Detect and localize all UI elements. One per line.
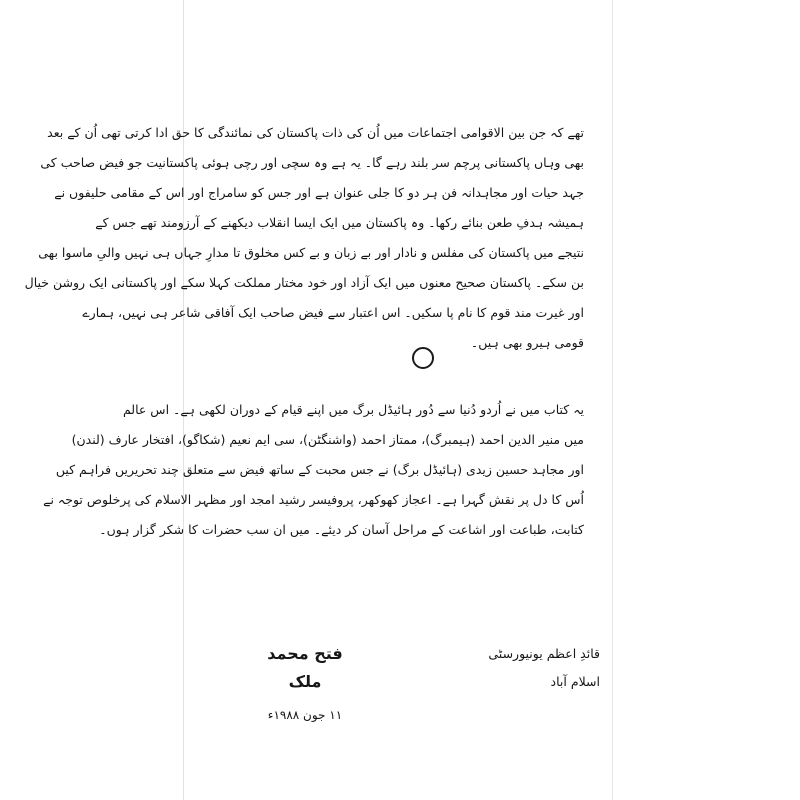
paragraph-1-line: بھی وہاں پاکستانی پرچم سر بلند رہے گا۔ یہ ہے وہ سچی اور رچی ہوئی پاکستانیت جو فیض صاحب کی (40, 155, 584, 170)
paragraph-2-line: کتابت، طباعت اور اشاعت کے مراحل آسان کر دیئے۔ میں ان سب حضرات کا شکر گزار ہوں۔ (99, 522, 584, 537)
city-name: اسلام آباد (550, 674, 600, 689)
paragraph-1-line: ہمیشہ ہدفِ طعن بنائے رکھا۔ وہ پاکستان میں ایک ایسا انقلاب دیکھنے کے آرزومند تھے جس کے (95, 215, 584, 230)
paragraph-2-line: یہ کتاب میں نے اُردو دُنیا سے دُور ہائیڈل برگ میں اپنے قیام کے دوران لکھی ہے۔ اس عالم (122, 402, 584, 417)
paragraph-2-line: اور مجاہد حسین زیدی (ہائیڈل برگ) نے جس محبت کے ساتھ فیض سے متعلق چند تحریریں فراہم کیں (55, 462, 584, 477)
author-name: فتح محمد ملک (267, 644, 343, 691)
paragraph-1-line: بن سکے۔ پاکستان صحیح معنوں میں ایک آزاد اور خود مختار مملکت کہلا سکے اور پاکستانی ایک روشن خیال (24, 275, 584, 290)
paragraph-1-line: جہد حیات اور مجاہدانہ فن ہر دو کا جلی عنوان ہے اور جس کو سامراج اور اس کے مقامی حلیفوں نے (54, 185, 584, 200)
paragraph-1-line: اور غیرت مند قوم کا نام پا سکیں۔ اس اعتبار سے فیض صاحب ایک آفاقی شاعر ہی نہیں، ہمارے (82, 305, 584, 320)
paragraph-2 (43, 395, 584, 545)
paragraph-1-line: قومی ہیرو بھی ہیں۔ (470, 335, 584, 350)
signature-date: ۱۱ جون ۱۹۸۸ء (267, 708, 343, 722)
author-affiliation (470, 640, 600, 696)
paragraph-2-line: میں منیر الدین احمد (ہیمبرگ)، ممتاز احمد (واشنگٹن)، سی ایم نعیم (شکاگو)، افتخار عارف (لندن) (71, 432, 584, 447)
institution-name: قائدِ اعظم یونیورسٹی (488, 646, 600, 661)
paragraph-1-line: تھے کہ جن بین الاقوامی اجتماعات میں اُن کی ذات پاکستان کی نمائندگی کا حق ادا کرتی تھی اُن کے بعد (47, 125, 584, 140)
paragraph-1 (24, 118, 584, 358)
paragraph-1-line: نتیجے میں پاکستان کی مفلس و نادار اور بے زبان و بے کس مخلوق تا مدارِ جہاں ہی نہیں والیِ ماسوا بھی (38, 245, 584, 260)
paragraph-2-line: اُس کا دل پر نقش گہرا ہے۔ اعجاز کھوکھر، پروفیسر رشید امجد اور مظہر الاسلام کی پرخلوص توجہ نے (43, 492, 584, 507)
scan-edge-right (612, 0, 613, 800)
section-divider-circle (412, 347, 434, 369)
author-signature (250, 640, 360, 728)
